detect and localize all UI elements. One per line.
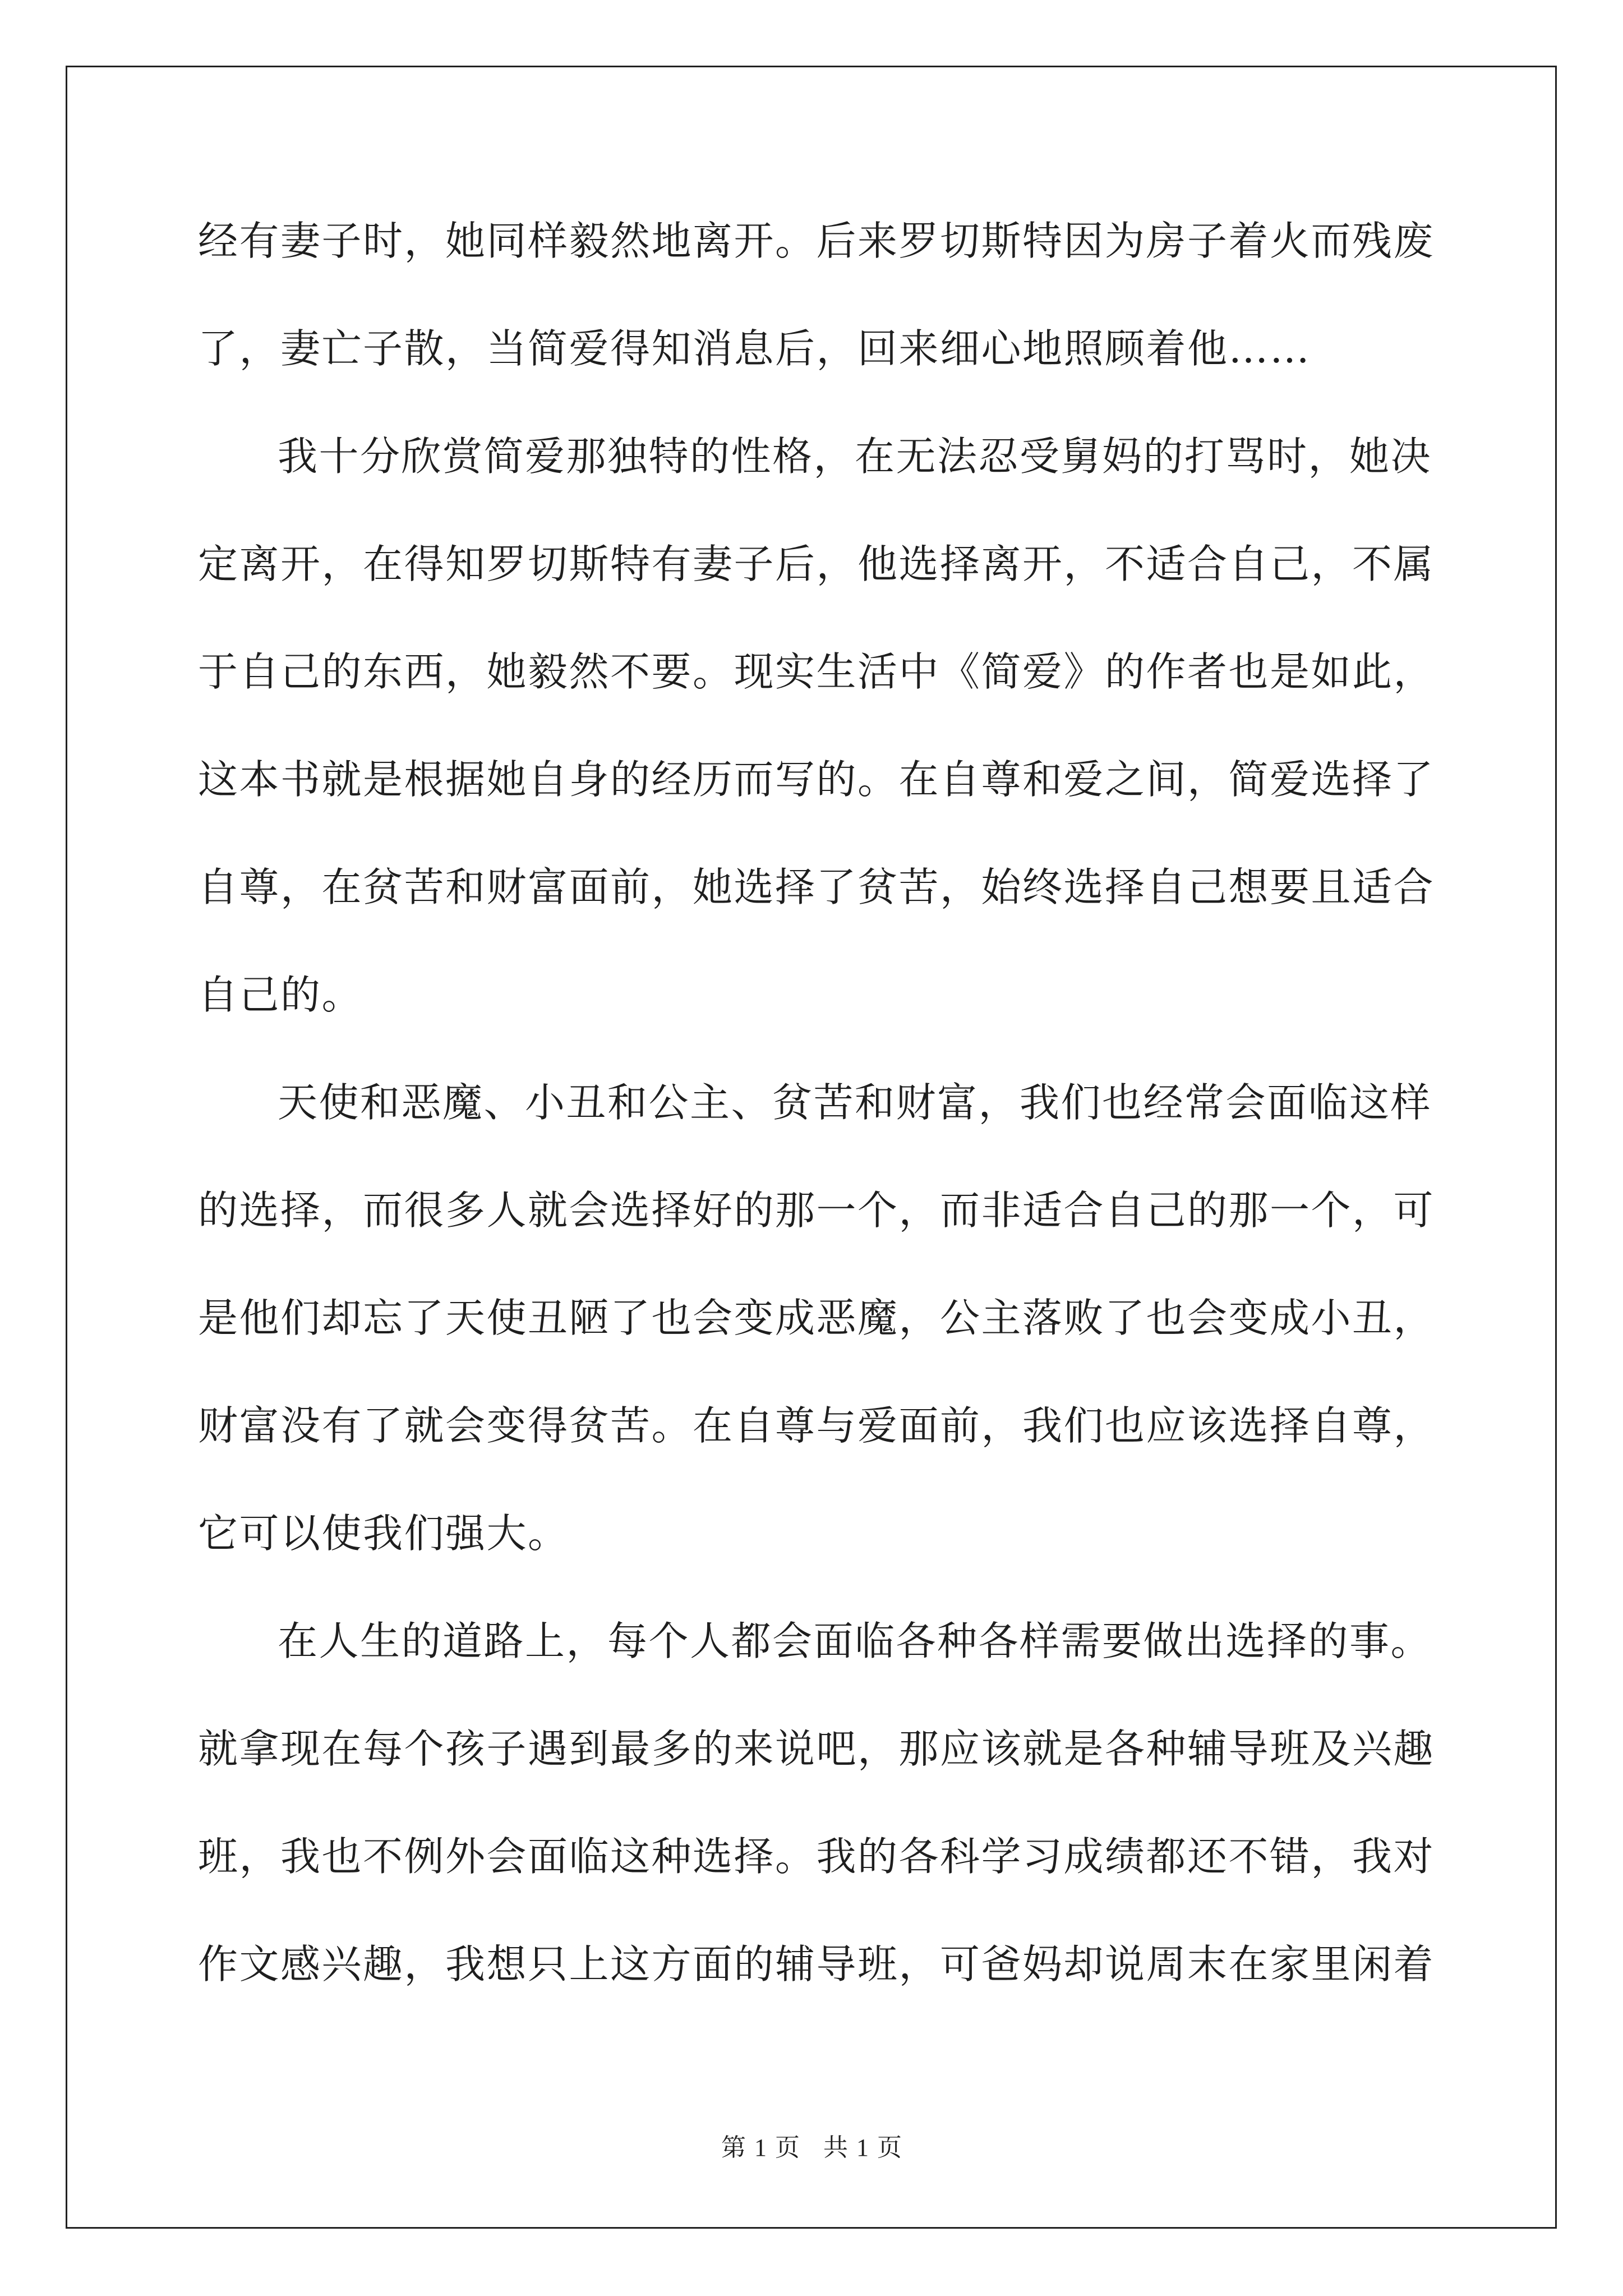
text-line: 在人生的道路上，每个人都会面临各种各样需要做出选择的事。 — [278, 1618, 1432, 1664]
text-line: 就拿现在每个孩子遇到最多的来说吧，那应该就是各种辅导班及兴趣 — [198, 1726, 1435, 1772]
text-line: 的选择，而很多人就会选择好的那一个，而非适合自己的那一个，可 — [198, 1187, 1435, 1234]
text-line: 作文感兴趣，我想只上这方面的辅导班，可爸妈却说周末在家里闲着 — [198, 1941, 1435, 1987]
text-line: 班，我也不例外会面临这种选择。我的各科学习成绩都还不错，我对 — [198, 1833, 1435, 1880]
text-line: 自尊，在贫苦和财富面前，她选择了贫苦，始终选择自己想要且适合 — [198, 864, 1435, 910]
text-line: 于自己的东西，她毅然不要。现实生活中《简爱》的作者也是如此， — [198, 648, 1435, 695]
text-line: 这本书就是根据她自身的经历而写的。在自尊和爱之间，简爱选择了 — [198, 756, 1435, 803]
page-total: 共 1 页 — [823, 2134, 902, 2161]
text-line: 定离开，在得知罗切斯特有妻子后，他选择离开，不适合自己，不属 — [198, 541, 1435, 587]
text-line: 自己的。 — [198, 972, 363, 1018]
text-line: 财富没有了就会变得贫苦。在自尊与爱面前，我们也应该选择自尊， — [198, 1402, 1435, 1449]
document-body — [198, 208, 1435, 2039]
text-line: 了，妻亡子散，当简爱得知消息后，回来细心地照顾着他…… — [198, 325, 1311, 372]
text-line: 我十分欣赏简爱那独特的性格，在无法忍受舅妈的打骂时，她决 — [278, 433, 1432, 480]
page-number: 第 1 页 — [721, 2134, 800, 2161]
page-footer — [0, 2127, 1623, 2163]
text-line: 是他们却忘了天使丑陋了也会变成恶魔，公主落败了也会变成小丑， — [198, 1295, 1435, 1341]
text-line: 天使和恶魔、小丑和公主、贫苦和财富，我们也经常会面临这样 — [278, 1079, 1432, 1126]
text-line: 经有妻子时，她同样毅然地离开。后来罗切斯特因为房子着火而残废 — [198, 218, 1435, 264]
text-line: 它可以使我们强大。 — [198, 1510, 569, 1557]
